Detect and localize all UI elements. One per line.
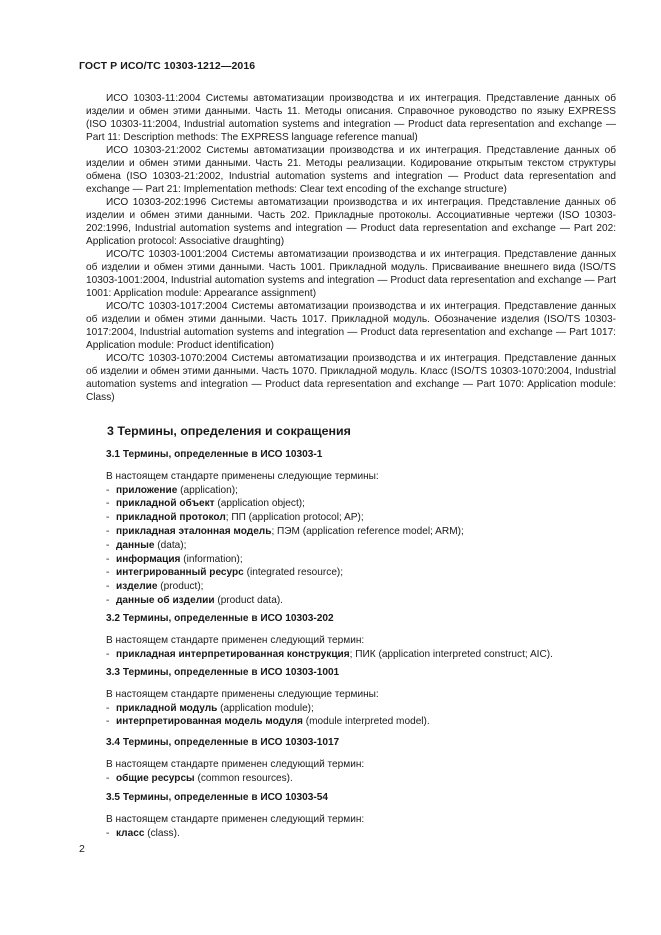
subsection-3-5 — [106, 791, 626, 840]
term-item: - интерпретированная модель модуля (module interpreted model). — [106, 716, 430, 728]
term-detail: (product); — [157, 581, 204, 593]
term-list — [106, 648, 626, 662]
reference-item: ИСО/ТС 10303-1001:2004 Системы автоматизации производства и их интеграция. Представление данных об изделии и обмен этими данными. Часть 1001. Прикладной модуль. Присваивание внешнего вида (ISO/TS 10303-1001:2004, Industrial automation systems and integration — Product data representation and exchange — Part 1001: Application module: Appearance assignment) — [86, 249, 616, 299]
term-item: - данные об изделии (product data). — [106, 594, 283, 606]
term-name: прикладной модуль — [116, 702, 218, 714]
term-name: информация — [116, 553, 181, 565]
term-detail: ; ПП (application protocol; AP); — [225, 512, 364, 524]
reference-item: ИСО/ТС 10303-1070:2004 Системы автоматизации производства и их интеграция. Представление данных об изделии и обмен этими данными. Часть 1070. Прикладной модуль. Класс (ISO/TS 10303-1070:2004, Industrial automation systems and integration — Product data representation and exchange — Part 1070: Application module: Class) — [86, 353, 616, 403]
subsection-heading: 3.3 Термины, определенные в ИСО 10303-1001 — [106, 667, 340, 678]
term-detail: (application object); — [214, 498, 305, 510]
subsection-intro: В настоящем стандарте применен следующий термин: — [106, 813, 365, 825]
term-item: - прикладная эталонная модель; ПЭМ (application reference model; ARM); — [106, 525, 464, 537]
term-name: данные — [116, 539, 155, 551]
reference-item: ИСО 10303-11:2004 Системы автоматизации производства и их интеграция. Представление данных об изделии и обмен этими данными. Часть 11. Методы описания. Справочное руководство по языку EXPRESS (ISO 10303-11:2004, Industrial automation systems and integration — Product data representation and exchange — Part 11: Description methods: The EXPRESS language reference manual) — [86, 93, 616, 143]
term-name: прикладная эталонная модель — [116, 525, 272, 537]
term-list — [106, 484, 626, 608]
term-item: - прикладной модуль (application module); — [106, 702, 314, 714]
term-detail: (common resources). — [194, 772, 293, 784]
reference-item: ИСО 10303-21:2002 Системы автоматизации производства и их интеграция. Представление данных об изделии и обмен этими данными. Часть 21. Методы реализации. Кодирование открытым текстом структуры обмена (ISO 10303-21:2002, Industrial automation systems and integration — Product data representation and exchange — Part 21: Implementation methods: Clear text encoding of the exchange structure) — [86, 145, 616, 195]
subsection-heading: 3.5 Термины, определенные в ИСО 10303-54 — [106, 792, 328, 803]
term-name: интерпретированная модель модуля — [116, 716, 303, 728]
term-name: общие ресурсы — [116, 772, 195, 784]
reference-item: ИСО/ТС 10303-1017:2004 Системы автоматизации производства и их интеграция. Представление данных об изделии и обмен этими данными. Часть 1017. Прикладной модуль. Обозначение изделия (ISO/TS 10303-1017:2004, Industrial automation systems and integration — Product data representation and exchange — Part 1017: Application module: Product identification) — [86, 301, 616, 351]
subsection-intro: В настоящем стандарте применены следующие термины: — [106, 688, 379, 700]
subsection-3-1 — [106, 448, 626, 608]
subsection-3-4 — [106, 736, 626, 785]
term-detail: ; ПЭМ (application reference model; ARM); — [271, 525, 464, 537]
term-item: - прикладной протокол; ПП (application protocol; AP); — [106, 512, 364, 524]
term-detail: ; ПИК (application interpreted construct; AIC). — [349, 648, 553, 660]
document-header: ГОСТ Р ИСО/ТС 10303-1212—2016 — [79, 60, 256, 72]
term-item: - изделие (product); — [106, 581, 204, 593]
term-detail: (integrated resource); — [243, 567, 344, 579]
page-number: 2 — [79, 843, 85, 855]
subsection-heading: 3.2 Термины, определенные в ИСО 10303-202 — [106, 613, 334, 624]
term-item: - интегрированный ресурс (integrated resource); — [106, 567, 344, 579]
term-list — [106, 827, 626, 841]
term-item: - прикладная интерпретированная конструкция; ПИК (application interpreted construct; AIC). — [106, 648, 553, 660]
section-title: 3 Термины, определения и сокращения — [107, 424, 351, 438]
term-name: приложение — [116, 484, 178, 496]
term-name: прикладной объект — [116, 498, 215, 510]
term-detail: (class). — [144, 827, 180, 839]
term-name: интегрированный ресурс — [116, 567, 244, 579]
term-detail: (information); — [180, 553, 243, 565]
reference-item: ИСО 10303-202:1996 Системы автоматизации производства и их интеграция. Представление данных об изделии и обмен этими данными. Часть 202. Прикладные протоколы. Ассоциативные чертежи (ISO 10303-202:1996, Industrial automation systems and integration — Product data representation and exchange — Part 202: Application protocol: Associative draughting) — [86, 197, 616, 247]
term-item: - общие ресурсы (common resources). — [106, 772, 293, 784]
term-list — [106, 772, 626, 786]
term-detail: (module interpreted model). — [302, 716, 430, 728]
subsection-3-3 — [106, 666, 626, 729]
term-name: данные об изделии — [116, 594, 215, 606]
subsection-heading: 3.1 Термины, определенные в ИСО 10303-1 — [106, 449, 323, 460]
subsection-3-2 — [106, 612, 626, 661]
term-item: - приложение (application); — [106, 484, 238, 496]
term-item: - данные (data); — [106, 539, 187, 551]
term-detail: (application); — [177, 484, 238, 496]
term-list — [106, 702, 626, 730]
term-detail: (application module); — [217, 702, 314, 714]
term-detail: (product data). — [214, 594, 283, 606]
term-name: прикладной протокол — [116, 512, 226, 524]
subsection-intro: В настоящем стандарте применен следующий термин: — [106, 758, 365, 770]
term-name: класс — [116, 827, 145, 839]
normative-references — [86, 92, 616, 404]
term-item: - информация (information); — [106, 553, 243, 565]
term-item: - прикладной объект (application object); — [106, 498, 305, 510]
term-name: прикладная интерпретированная конструкция — [116, 648, 350, 660]
subsection-intro: В настоящем стандарте применен следующий термин: — [106, 634, 365, 646]
term-item: - класс (class). — [106, 827, 180, 839]
subsection-intro: В настоящем стандарте применены следующие термины: — [106, 470, 379, 482]
term-name: изделие — [116, 581, 158, 593]
term-detail: (data); — [154, 539, 187, 551]
subsection-heading: 3.4 Термины, определенные в ИСО 10303-1017 — [106, 737, 340, 748]
